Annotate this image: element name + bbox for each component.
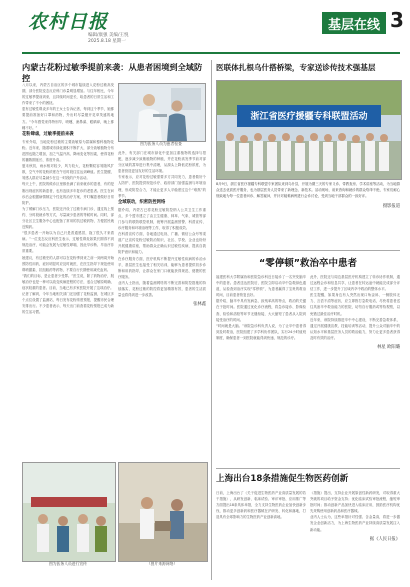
article-pollen-p1: 八月以来，内蒙古自治区的多个城市陆续进入花粉过敏高发期，部分医院变态反应科门诊量明显增加。与往年相比，今年的过敏季提前到来，且持续时间更长，给患者的日常生活和工作带来了不小的困扰。 [22, 83, 114, 106]
column-divider [211, 60, 212, 580]
article-medical-alliance-caption-wrap [216, 181, 400, 214]
article-stroke-col-a [216, 274, 306, 341]
article-shanghai-headline: 上海出台18条措施促生物医药创新 [216, 474, 349, 484]
article-pollen-p10: 记者了解到，今年当地相关部门还加强了花粉监测，在城区多个点位设置了监测站，每日发布花粉浓度预报，提醒市民合理安排出行。不少患者表示，每天出门前查看花粉预报已成为新的生活习惯。 [22, 292, 114, 315]
page-number: 3 [390, 8, 404, 32]
article-shanghai-col-b [310, 490, 400, 547]
article-stroke-p5: 医生提醒，如果身边有人突然出现口角歪斜、一侧肢体无力、言语不清等症状，应立即拨打急救电话，尽快将患者送往具备卒中救治能力的医院，切勿自行服药或等待观察，以免错过最佳治疗时机。 [310, 293, 400, 316]
article-shanghai-p2: 《措施》提出，支持企业开展原创性新药研发，对取得重大突破的项目给予资金支持；优化临床试验审批流程，缩短审批时间；推动创新产品加快进入临床应用，鼓励医疗机构优先采购使用创新药品和医疗器械。 [310, 491, 400, 514]
photo-group-event [216, 80, 402, 180]
photo-medical-exam-illustration [119, 84, 205, 141]
masthead-rule [22, 52, 400, 54]
photo-medical-exam-caption: 图为医务人员为患者检查 [140, 141, 182, 146]
photo-banner-text: 浙江省医疗援疆专科联盟活动 [250, 112, 368, 122]
article-stroke-p2: 据介绍，脑卒中具有发病急、致残率高的特点，救治的关键在于抢时间。医院通过优化诊疗流程，将急诊接诊、影像检查、检验和溶栓等环节无缝衔接，大大缩短了患者从入院到接受治疗的时间。 [216, 299, 306, 322]
article-pollen-p11: 此外，有关部门在城市绿化中更加注重植物的选择与搭配，逐步减少致敏植物的种植，并在花粉高发季节前对部分区域的蒿草进行集中清理，从源头上降低花粉浓度，为患者营造更加友好的生活环境。 [118, 151, 206, 174]
article-medical-alliance-headline: 医联体扎根乌什搭桥梁，专家送诊传技术强基层 [216, 63, 376, 72]
photo-source [118, 462, 208, 562]
article-stroke-p3: “时间就是大脑。”该院急诊科负责人说，为了让卒中患者得到及时救治，医院组建了多学科协作团队，实行24小时值班制度，确保患者一到医院就能得到快速、规范的诊疗。 [216, 323, 306, 340]
article-pollen-p15: 在诊疗服务方面，医疗机构不断提升过敏性疾病的诊治水平，基层医生也接受了相关培训，能够为患者提供初步诊断和用药指导，让群众在家门口就能获得规范、便捷的医疗服务。 [118, 256, 206, 279]
article-pollen-p5: 每天上午，医院的候诊区里都坐满了前来就诊的患者，有的是刚出现症状的新患者，也有连续多年复诊的老患者。医生在问诊后会根据病情制定个性化的治疗方案，并叮嘱患者做好日常防护。 [22, 182, 114, 205]
article-pollen-p3: 专家介绍，当地花粉过敏的主要致敏原为蒿属和藜科植物花粉。近年来，随着城市绿化面积不断扩大，部分致敏植物分布范围也随之增加，加之气温升高、降雨变化等因素，使得花粉的播散期延长、浓度升高。 [22, 139, 114, 163]
photo-promotion-caption: 图为医务人员进行宣传 [49, 561, 87, 566]
article-pollen-p9: “我们的目标，是让患者少受罪。”医生说，除了药物治疗，脱敏治疗也是一种可以改变疾病进程的方法，适合过敏原明确、症状较重的患者。目前，当地已有多家医院开展了这项治疗。 [22, 273, 114, 290]
article-pollen-p12: 专家表示，应对花粉过敏需要多方共同发力，患者做好个人防护、医院提供规范诊疗、政府部门加强监测与环境治理，形成防控合力，才能让更多人平稳度过这个“难熬”的季节。 [118, 175, 206, 198]
article-pollen-subhead-1: 花粉肆虐，过敏季提前来袭 [22, 131, 74, 137]
article-stroke-p6: 近年来，该院持续推进卒中中心建设，不断完善急救体系，通过开展健康宣教、技能培训等活动，提升公众对脑卒中的认知水平和基层医务人员的救治能力，努力让更多患者获得及时有效的治疗。 [310, 317, 400, 340]
section-divider-1 [216, 250, 400, 251]
article-pollen-col-a [22, 82, 114, 315]
masthead [0, 0, 410, 54]
masthead-meta [88, 33, 128, 45]
editor-credit: 编辑/康强 美编/王悦 [88, 33, 129, 38]
article-medical-alliance-caption: 8月9日，浙江省医疗援疆专科联盟专家团队来到乌什县，开展为期三天的专家义诊、带教查房、学术讲座等活动，为当地群众送去优质医疗服务，也为基层医务人员带来了新理念、新技术。活动现场，前来咨询和就诊的群众络绎不绝，专家们耐心细致地为每一位患者问诊、解答疑问，并针对疑难病例进行会诊讨论，受到当地干部群众的一致好评。 [216, 182, 401, 199]
article-pollen-p2: 患有过敏性鼻炎多年的王女士告诉记者，每到这个季节，她都要提前准备好口罩和药物，外出时尽量避开花草茂盛的地方。“今年感觉来得特别早，喷嚏、流鼻涕、眼睛痒，晚上都睡不好。” [22, 107, 114, 130]
article-pollen-p14: 在科普宣传方面，各地通过电视、广播、微信公众号等渠道广泛宣传花粉过敏防治知识，社区、学校、企业也纷纷开展健康讲座，帮助群众正确认识过敏性疾病，提高自我防护意识和能力。 [118, 232, 206, 255]
section-divider-2 [216, 468, 400, 469]
article-stroke-byline: 林星 欧阳璐 [377, 345, 400, 351]
article-stroke-col-b [310, 274, 400, 356]
article-pollen-subhead-2: 全域联动，织密防控网络 [118, 199, 166, 205]
article-pollen-p7: “很多患者一开始以为自己只是普通感冒，拖了很久才来看病。”一位变态反应科医生表示，过敏性鼻炎如果长期得不到规范治疗，可能会发展为过敏性哮喘，因此早诊断、早治疗非常重要。 [22, 231, 114, 254]
article-shanghai-p1: 日前，上海出台了《关于促进生物医药产业高质量发展的若干措施》，从研发创新、临床试验、审评审批、应用推广等方面提出18条具体举措，全力支持生物医药企业加快创新步伐，推动更多创新药和医疗器械在沪研发、转化和落地，打造具有全球影响力的生物医药产业创新高地。 [216, 491, 306, 520]
article-stroke-headline-wrap [216, 258, 400, 269]
article-shanghai-col-a [216, 490, 306, 520]
article-pollen-p16: 业内人士指出，随着监测网络的不断完善和防控措施的持续落实，花粉过敏的防控将更加精准有效，患者的生活质量也将得到进一步改善。 [118, 280, 206, 298]
article-pollen-headline-wrap [22, 62, 210, 84]
photo-group-people [217, 81, 401, 179]
article-stroke-p4: 此外，医院还与周边基层医疗机构建立了转诊协作机制，通过远程会诊和信息共享，让患者在转运途中就能完成部分评估工作，进一步提升了区域内卒中救治的整体水平。 [310, 275, 400, 292]
section-title: 基层在线 [322, 12, 386, 34]
issue-date: 2025.8.18 星期一 [88, 39, 126, 44]
photo-promotion-illustration [23, 463, 115, 561]
article-pollen-p6: 为了缓解门诊压力，医院还开设了过敏专病门诊，通过线上预约、分时段就诊等方式，尽量减少患者的等候时间。同时，部分社区卫生服务中心也配备了常用的抗过敏药物，方便居民就近购药。 [22, 206, 114, 230]
article-shanghai-byline: 据《人民日报》 [369, 536, 400, 542]
photo-source-illustration [119, 463, 207, 561]
article-pollen-p4: 夏末秋初，雨水相对较少，风力较大，花粉颗粒容易随风扩散，空气中的花粉浓度在午后时段往往达到峰值。医生提醒，易感人群应尽量减少在这一时段的户外活动。 [22, 164, 114, 181]
article-stroke-p1: 福建医科大学附属协和医院急诊科近日接诊了一名突发脑卒中的患者。患者送达医院后，医院立即启动卒中急救绿色通道，从检查到治疗实现“零停顿”，为患者赢得了宝贵的救治时间，目前患者恢复良好。 [216, 275, 306, 298]
article-pollen-headline: 内蒙古花粉过敏季提前来袭：从患者困境到全域防控 [22, 62, 203, 83]
article-pollen-byline: 张林鑫 [193, 302, 206, 308]
article-medical-alliance [216, 62, 400, 73]
photo-medical-exam [118, 83, 206, 142]
article-medical-alliance-credit: 摄影报道 [382, 203, 400, 209]
article-shanghai-headline-wrap [216, 474, 400, 485]
article-stroke-headline: “零停顿”救治卒中患者 [259, 258, 357, 269]
photo-source-caption: （图片来源网络） [146, 561, 178, 566]
newspaper-logo: 农村日报 [28, 11, 109, 33]
article-pollen-col-b [118, 150, 206, 313]
article-pollen-p13: 据介绍，内蒙古已将花粉过敏防控纳入公共卫生工作重点，多个盟市建立了由卫生健康、林草、气象、城管等部门参与的联防联控机制，统筹开展监测预警、科普宣传、诊疗服务和环境治理等工作，取得了积极成效。 [118, 207, 206, 231]
photo-promotion [22, 462, 116, 562]
article-shanghai-p3: 业内人士认为，这些举措针对性强、含金量高，将进一步激发企业创新活力，为上海生物医药产业持续高质量发展注入新动能。 [310, 515, 400, 532]
article-pollen-p8: 她建议，有过敏史的人群可以在花粉季到来之前一到两周开始预防性用药，症状明显时应及时就医，在医生指导下规范使用鼻喷激素、抗组胺药等药物，不要自行长期使用减充血剂。 [22, 255, 114, 272]
